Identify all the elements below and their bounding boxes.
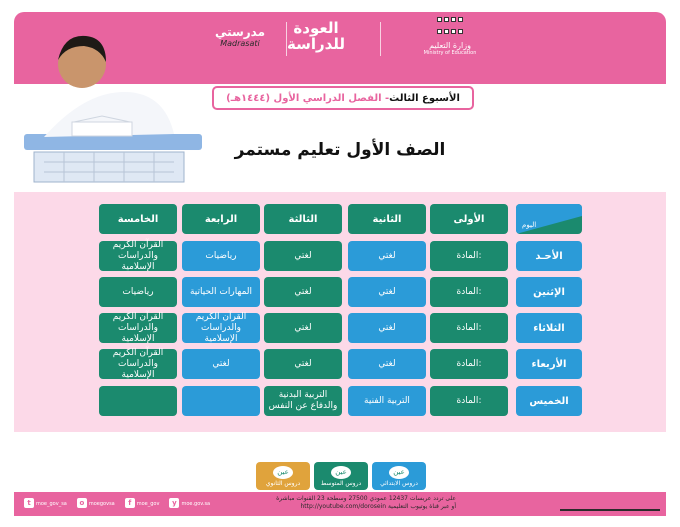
- subject-cell: لغتي: [264, 277, 342, 307]
- app-badge-label: دروس الثانوي: [265, 479, 301, 487]
- subject-cell: لغتي: [182, 349, 260, 379]
- term-label: - الفصل الدراسي الأول (١٤٤٤هـ): [226, 92, 390, 104]
- subject-placeholder-cell: المادة:: [430, 349, 508, 379]
- subject-cell: رياضيات: [99, 277, 177, 307]
- table-corner-cell: [516, 204, 582, 234]
- day-column-label: اليوم: [522, 221, 537, 229]
- app-badge-label: دروس الابتدائي: [380, 479, 418, 487]
- subject-cell: القرآن الكريم والدراسات الإسلامية: [99, 241, 177, 271]
- subject-placeholder-cell: المادة:: [430, 313, 508, 343]
- period-header: الثالثة: [264, 204, 342, 234]
- subject-cell: القرآن الكريم والدراسات الإسلامية: [182, 313, 260, 343]
- snapchat-icon: y: [169, 498, 179, 508]
- subject-cell: لغتي: [348, 313, 426, 343]
- campaign-title: العودة: [293, 19, 339, 37]
- subject-placeholder-cell: المادة:: [430, 241, 508, 271]
- moe-logo: [390, 0, 510, 72]
- facebook-icon: f: [125, 498, 135, 508]
- app-badge[interactable]: [256, 462, 310, 490]
- subject-cell: القرآن الكريم والدراسات الإسلامية: [99, 313, 177, 343]
- subject-cell: القرآن الكريم والدراسات الإسلامية: [99, 349, 177, 379]
- app-brand-icon: عين: [389, 466, 409, 479]
- subject-cell: لغتي: [348, 241, 426, 271]
- madrasati-logo: [190, 0, 290, 72]
- subject-cell: [99, 386, 177, 416]
- day-label: الإثنين: [516, 277, 582, 307]
- student-illustration: [14, 22, 204, 192]
- subject-placeholder-cell: المادة:: [430, 386, 508, 416]
- week-banner: [212, 86, 474, 110]
- subject-cell: التربية البدنية والدفاع عن النفس: [264, 386, 342, 416]
- social-link[interactable]: [77, 498, 115, 508]
- day-label: الأربعاء: [516, 349, 582, 379]
- week-label: الأسبوع الثالث: [389, 92, 460, 104]
- subject-cell: لغتي: [348, 349, 426, 379]
- day-label: الثلاثاء: [516, 313, 582, 343]
- footer-text: [256, 495, 456, 511]
- social-link[interactable]: [169, 498, 210, 508]
- instagram-icon: o: [77, 498, 87, 508]
- moe-name-ar: وزارة التعليم: [429, 40, 471, 50]
- subject-cell: لغتي: [264, 313, 342, 343]
- moe-icon: [437, 17, 463, 39]
- app-brand-icon: عين: [273, 466, 293, 479]
- app-badge[interactable]: [372, 462, 426, 490]
- day-label: الخميس: [516, 386, 582, 416]
- subject-cell: لغتي: [264, 349, 342, 379]
- social-link[interactable]: [125, 498, 160, 508]
- campaign-subtitle: للدراسة: [286, 35, 346, 53]
- social-handle: moe_gov: [136, 501, 160, 507]
- subject-cell: لغتي: [348, 277, 426, 307]
- madrasati-name-ar: مدرستي: [214, 24, 266, 39]
- social-handle: moe_gov_sa: [36, 501, 67, 507]
- subject-cell: رياضيات: [182, 241, 260, 271]
- period-header: الخامسة: [99, 204, 177, 234]
- subject-cell: لغتي: [264, 241, 342, 271]
- subject-cell: التربية الفنية: [348, 386, 426, 416]
- social-handle: moe.gov.sa: [181, 501, 211, 507]
- app-brand-icon: عين: [331, 466, 351, 479]
- header-divider: [380, 22, 381, 56]
- moe-name-en: Ministry of Education: [423, 49, 477, 56]
- subject-placeholder-cell: المادة:: [430, 277, 508, 307]
- social-links: [24, 498, 210, 508]
- period-header: الرابعة: [182, 204, 260, 234]
- period-header: الأولى: [430, 204, 508, 234]
- subject-cell: [182, 386, 260, 416]
- social-handle: moegovsa: [88, 501, 115, 507]
- madrasati-name-en: Madrasati: [220, 38, 260, 48]
- subject-cell: المهارات الحياتية: [182, 277, 260, 307]
- footer-logo: [560, 497, 660, 511]
- app-badge[interactable]: [314, 462, 368, 490]
- social-link[interactable]: [24, 498, 67, 508]
- footer-line-1: على تردد عربسات 12437 عمودي 27500 وسطحة 23 القنوات مباشرة: [276, 495, 456, 502]
- day-label: الأحـد: [516, 241, 582, 271]
- app-badge-label: دروس المتوسط: [320, 479, 362, 487]
- footer-line-2: أو عبر قناة يوتيوب التعليمية http://youtube.com/dorosein: [300, 503, 456, 510]
- twitter-icon: t: [24, 498, 34, 508]
- page-title: الصف الأول تعليم مستمر: [234, 140, 446, 160]
- period-header: الثانية: [348, 204, 426, 234]
